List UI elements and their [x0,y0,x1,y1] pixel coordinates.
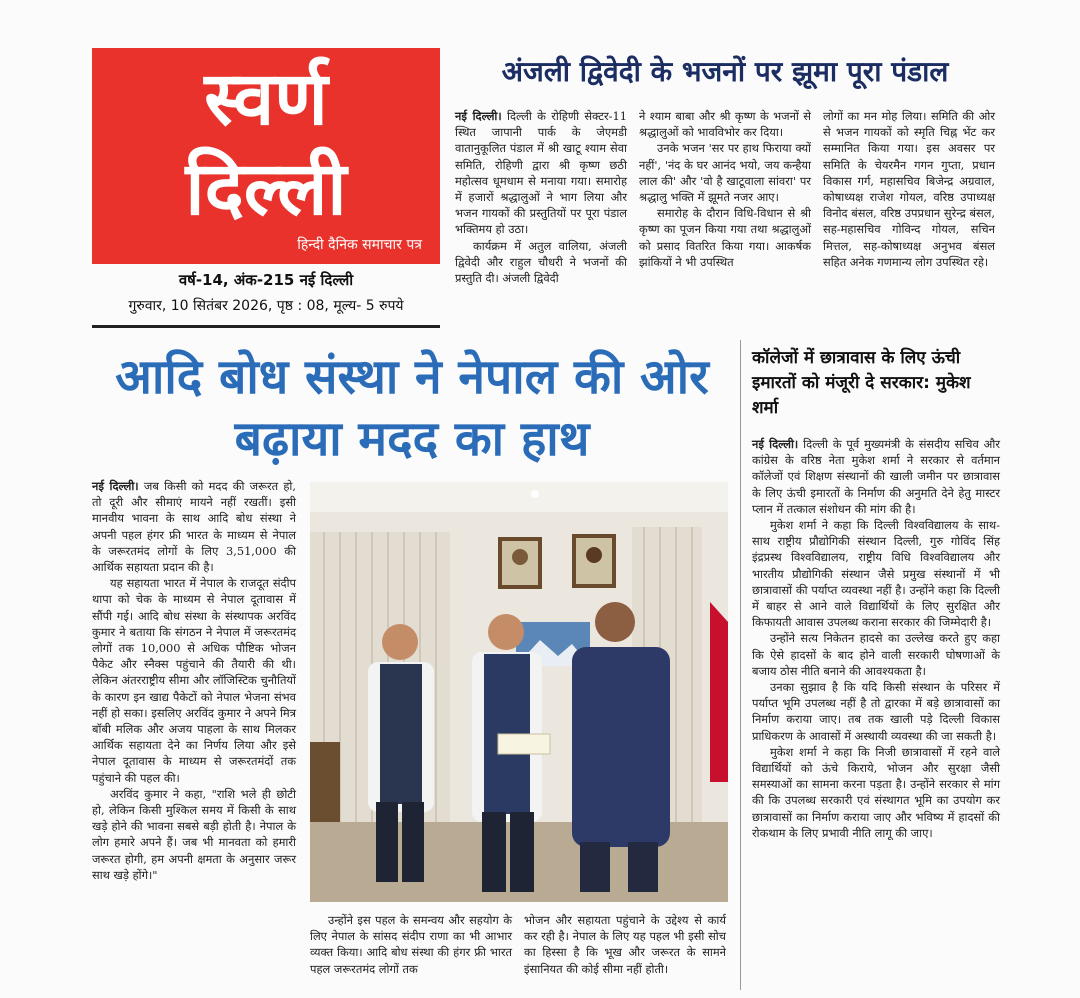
main-story-para-2: यह सहायता भारत में नेपाल के राजदूत संदीप थापा को चेक के माध्यम से नेपाल दूतावास में सौंपी गई। आदि बोध संस्था के संस्थापक अरविंद कुमार ने बताया कि संगठन ने नेपाल में जरूरतमंद लोगों तक 10,000 से अधिक पौष्टिक भोजन पैकेट और स्नैक्स पहुंचाने की तैयारी की थी। लेकिन अंतरराष्ट्रीय सीमा और लॉजिस्टिक चुनौतियों के कारण इन खाद्य पैकेटों को नेपाल भेजना संभव नहीं हो सका। इसलिए अरविंद कुमार ने अपने मित्र बॉबी मलिक और अजय पाहला के साथ मिलकर आर्थिक सहायता देने का निर्णय लिया और इसे नेपाल दूतावास के माध्यम से जरूरतमंदों तक पहुंचाने की पहल की। [92,576,296,785]
main-story-dateline: नई दिल्ली। [92,479,139,493]
masthead-name-line1: स्वर्ण [204,56,328,142]
photo-illustration [310,482,728,902]
top-story-para-6: लोगों का मन मोह लिया। समिति की ओर से भजन गायकों को स्मृति चिह्न भेंट कर सम्मानित किया गया। इस अवसर पर समिति के चेयरमैन गगन गुप्ता, प्रधान विकास गर्ग, महासचिव बिजेन्द्र अग्रवाल, कोषाध्यक्ष राजेश गोयल, वरिष्ठ उपाध्यक्ष विनोद बंसल, वरिष्ठ उपप्रधान सुरेन्द्र बंसल, सह-महासचिव गोविन्द गोयल, सचिन मित्तल, सह-कोषाध्यक्ष अनुभव बंसल सहित अनेक गणमान्य लोग उपस्थित रहे। [823,109,995,269]
top-story-col-3 [823,108,995,286]
main-story-bottom-col-2 [524,912,726,977]
masthead-name-line2: दिल्ली [185,146,347,232]
side-story-para-1: नई दिल्ली। दिल्ली के पूर्व मुख्यमंत्री के संसदीय सचिव और कांग्रेस के वरिष्ठ नेता मुकेश शर्मा ने सरकार से वर्तमान कॉलेजों एवं शिक्षण संस्थानों की खाली जमीन पर छात्रावास के लिए ऊंची इमारतों के निर्माण की अनुमति देने हेतु मास्टर प्लान में तत्काल संशोधन की मांग की है। [752,437,1000,516]
main-story-para-5: भोजन और सहायता पहुंचाने के उद्देश्य से कार्य कर रही है। नेपाल के लिए यह पहल भी इसी सोच का हिस्सा है कि भूख और जरूरत के सामने इंसानियत की कोई सीमा नहीं होती। [524,913,726,976]
main-story-left-col [92,478,296,883]
top-story-body [455,108,1000,286]
side-story-para-5: मुकेश शर्मा ने कहा कि निजी छात्रावासों में रहने वाले विद्यार्थियों को ऊंचे किराये, भोजन और सुरक्षा जैसी समस्याओं का सामना करना पड़ता है। उन्होंने सरकार से मांग की कि उपलब्ध सरकारी एवं संस्थागत भूमि का उपयोग कर छात्रावासों का निर्माण कराया जाए और भविष्य में हादसों की रोकथाम के लिए प्रभावी नीति लागू की जाए। [752,744,1000,840]
top-story-para-4: उनके भजन 'सर पर हाथ फिराया क्यों नहीं', 'नंद के घर आनंद भयो, जय कन्हैया लाल की' और 'वो है खाटूवाला सांवरा' पर श्रद्धालु भक्ति में झूमते नजर आए। [639,141,811,205]
main-story-headline: आदि बोध संस्था ने नेपाल की ओर बढ़ाया मदद का हाथ [115,349,709,467]
main-story-bottom-cols [310,912,728,977]
main-story-para-4: उन्होंने इस पहल के समन्वय और सहयोग के लिए नेपाल के सांसद संदीप राणा का भी आभार व्यक्त किया। आदि बोध संस्था की हंगर फ्री भारत पहल जरूरतमंद लोगों तक [310,913,512,976]
main-story-para-1: नई दिल्ली। जब किसी को मदद की जरूरत हो, तो दूरी और सीमाएं मायने नहीं रखतीं। इसी मानवीय भावना के साथ आदि बोध संस्था ने अपनी पहल हंगर फ्री भारत के माध्यम से नेपाल के जरूरतमंद लोगों के लिए 3,51,000 की आर्थिक सहायता प्रदान की है। [92,479,296,575]
top-story-para-1: नई दिल्ली। दिल्ली के रोहिणी सेक्टर-11 स्थित जापानी पार्क के जेएमडी वातानुकूलित पंडाल में श्री खाटू श्याम सेवा समिति, रोहिणी द्वारा श्री कृष्ण छठी महोत्सव धूमधाम से मनाया गया। समारोह में हजारों श्रद्धालुओं ने भाग लिया और भजन गायकों की प्रस्तुतियों पर पूरा पंडाल भक्तिमय हो उठा। [455,109,627,237]
issue-info [92,270,440,328]
top-story-para-3: ने श्याम बाबा और श्री कृष्ण के भजनों से श्रद्धालुओं को भावविभोर कर दिया। [639,109,811,140]
side-story-dateline: नई दिल्ली। [752,437,799,451]
top-story-dateline: नई दिल्ली। [455,109,502,123]
side-story-para-4: उनका सुझाव है कि यदि किसी संस्थान के परिसर में पर्याप्त भूमि उपलब्ध नहीं है तो द्वारका में बड़े छात्रावासों का निर्माण कराया जाए। तब तक खाली पड़े दिल्ली विकास प्राधिकरण के आवासों में अस्थायी व्यवस्था की जा सकती है। [752,680,1000,743]
main-story-para-3: अरविंद कुमार ने कहा, "राशि भले ही छोटी हो, लेकिन किसी मुश्किल समय में किसी के साथ खड़े होने की भावना सबसे बड़ी होती है। नेपाल के लोग हमारे अपने हैं। जब भी मानवता को हमारी जरूरत होगी, हम अपनी क्षमता के अनुसार जरूर साथ खड़े होंगे।" [92,786,296,882]
side-story-para-2: मुकेश शर्मा ने कहा कि दिल्ली विश्वविद्यालय के साथ-साथ राष्ट्रीय प्रौद्योगिकी संस्थान दिल्ली, गुरु गोविंद सिंह इंद्रप्रस्थ विश्वविद्यालय, राष्ट्रीय विधि विश्वविद्यालय और भारतीय प्रौद्योगिकी संस्थान जैसे प्रमुख संस्थानों में भी छात्रावासों की पर्याप्त व्यवस्था नहीं है। उन्होंने कहा कि दिल्ली में बाहर से आने वाले विद्यार्थियों के लिए सुरक्षित और किफायती आवास उपलब्ध कराना सरकार की जिम्मेदारी है। [752,518,1000,630]
top-story-col-1 [455,108,627,286]
masthead-tagline: हिन्दी दैनिक समाचार पत्र [297,237,422,253]
news-photo [310,482,728,902]
top-story-headline: अंजली द्विवेदी के भजनों पर झूमा पूरा पंडाल [501,55,949,88]
issue-line: वर्ष-14, अंक-215 नई दिल्ली [178,271,354,289]
top-story-col-2 [639,108,811,286]
date-line: गुरुवार, 10 सितंबर 2026, पृष्ठ : 08, मूल्य- 5 रुपये [128,298,404,314]
main-story-bottom-col-1 [310,912,512,977]
top-story-para-5: समारोह के दौरान विधि-विधान से श्री कृष्ण का पूजन किया गया तथा श्रद्धालुओं को प्रसाद वितरित किया गया। आकर्षक झांकियों ने भी उपस्थित [639,206,811,269]
side-story-headline: कॉलेजों में छात्रावास के लिए ऊंची इमारतों को मंजूरी दे सरकार: मुकेश शर्मा [752,348,971,418]
side-story-para-3: उन्होंने सत्य निकेतन हादसे का उल्लेख करते हुए कहा कि ऐसे हादसों के बाद होने वाली सरकारी घोषणाओं के बजाय ठोस नीति बनाने की आवश्यकता है। [752,631,1000,678]
masthead-rule [92,325,440,328]
column-divider [740,340,741,990]
masthead-logo [92,48,440,264]
top-story-para-2: कार्यक्रम में अतुल वालिया, अंजली द्विवेदी और राहुल चौधरी ने भजनों की प्रस्तुति दी। अंजली द्विवेदी [455,238,627,286]
side-story-body [752,436,1000,841]
